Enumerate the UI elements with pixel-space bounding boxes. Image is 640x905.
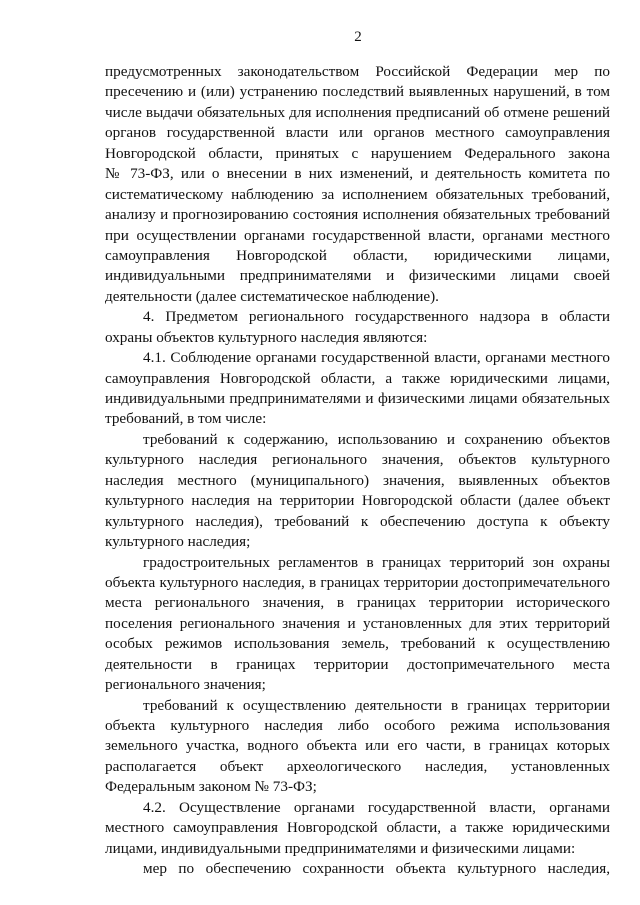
text-line: пресечению и (или) устранению последствий выявленных нарушений, в том: [105, 83, 610, 101]
text-line: особых режимов использования земель, требований к осуществлению: [105, 635, 610, 653]
text-line: культурного наследия регионального значения, объектов культурного: [105, 451, 610, 469]
text-line: градостроительных регламентов в границах территорий зон охраны: [143, 553, 610, 571]
text-line: индивидуальными предпринимателями и физическими лицами своей: [105, 267, 610, 285]
text-line: предусмотренных законодательством Российской Федерации мер по: [105, 63, 610, 80]
text-line: самоуправления Новгородской области, юридическими лицами,: [105, 246, 610, 264]
text-line: индивидуальными предпринимателями и физическими лицами обязательных: [105, 390, 610, 407]
text-line: числе выдачи обязательных для исполнения предписаний об отмене решений: [105, 103, 610, 121]
text-line: объекта культурного наследия, в границах территории достопримечательного: [105, 573, 610, 591]
text-line: требований к осуществлению деятельности в границах территории: [143, 696, 610, 714]
text-line: места регионального значения, в границах территории исторического: [105, 594, 610, 612]
text-line: поселения регионального значения и установленных для этих территорий: [105, 614, 610, 632]
text-line: охраны объектов культурного наследия являются:: [105, 328, 428, 346]
text-line: земельного участка, водного объекта или его части, в границах которых: [105, 737, 610, 755]
text-line: № 73-ФЗ, или о внесении в них изменений, и деятельность комитета по: [105, 165, 610, 183]
text-line: культурного наследия), требований к обеспечению доступа к объекту: [105, 512, 610, 530]
text-line: систематическому наблюдению за исполнением обязательных требований,: [105, 185, 610, 203]
text-line: Федеральным законом № 73-ФЗ;: [105, 778, 317, 796]
text-line: мер по обеспечению сохранности объекта культурного наследия,: [143, 860, 610, 878]
text-line: деятельности (далее систематическое наблюдение).: [105, 287, 439, 305]
text-line: лицами, индивидуальными предпринимателями и физическими лицами:: [105, 839, 576, 857]
text-line: наследия местного (муниципального) значения, выявленных объектов: [105, 471, 610, 489]
text-line: самоуправления Новгородской области, а также юридическими лицами,: [105, 369, 610, 387]
text-line: регионального значения;: [105, 676, 266, 694]
text-line: анализу и прогнозированию состояния исполнения обязательных требований: [105, 206, 610, 224]
text-line: 4.2. Осуществление органами государственной власти, органами: [143, 798, 610, 816]
page-number: 2: [354, 29, 362, 45]
text-line: требований, в том числе:: [105, 410, 267, 428]
text-line: 4. Предметом регионального государственного надзора в области: [143, 308, 610, 326]
text-line: органов государственной власти или органов местного самоуправления: [105, 124, 610, 142]
text-line: Новгородской области, принятых с нарушением Федерального закона: [105, 144, 610, 162]
text-line: требований к содержанию, использованию и сохранению объектов: [143, 430, 610, 448]
text-line: объекта культурного наследия либо особого режима использования: [105, 717, 610, 734]
text-line: деятельности в границах территории достопримечательного места: [105, 655, 610, 673]
text-line: культурного наследия на территории Новгородской области (далее объект: [105, 492, 610, 510]
document-body: [105, 62, 610, 880]
text-line: местного самоуправления Новгородской области, а также юридическими: [105, 819, 610, 837]
text-line: располагается объект археологического наследия, установленных: [105, 757, 610, 775]
text-line: 4.1. Соблюдение органами государственной власти, органами местного: [143, 349, 610, 367]
text-line: культурного наследия;: [105, 533, 251, 551]
text-line: при осуществлении органами государственной власти, органами местного: [105, 226, 610, 244]
